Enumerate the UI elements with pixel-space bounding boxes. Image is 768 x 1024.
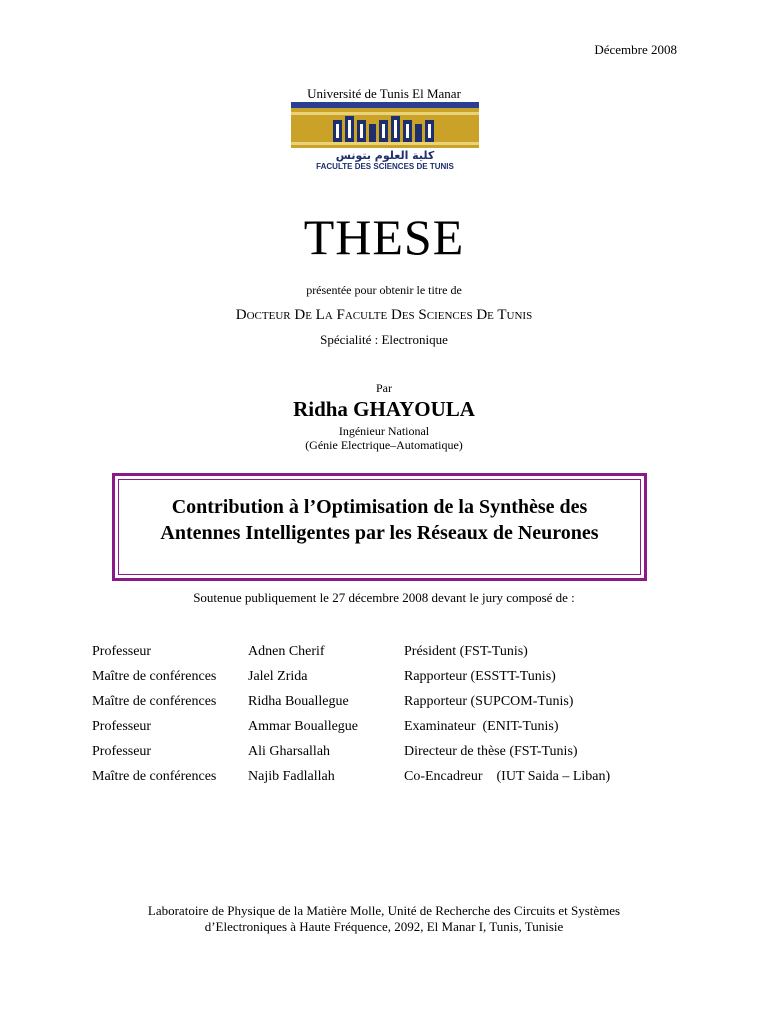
presentee-text: présentée pour obtenir le titre de <box>306 283 462 297</box>
faculty-logo-graphic <box>291 102 479 170</box>
author-title: Ingénieur National <box>338 424 430 438</box>
jury-member-name: Najib Fadlallah <box>248 769 335 784</box>
thesis-title-inner-frame <box>118 479 641 575</box>
laboratory-line-2: d’Electroniques à Haute Fréquence, 2092, El Manar I, Tunis, Tunisie <box>204 919 564 934</box>
jury-member-name: Ridha Bouallegue <box>248 694 349 709</box>
faculty-logo <box>291 102 479 170</box>
thesis-title-line-1: Contribution à l’Optimisation de la Synthèse des <box>171 496 588 518</box>
jury-role: Rapporteur (SUPCOM-Tunis) <box>404 694 574 709</box>
specialty: Spécialité : Electronique <box>320 332 448 347</box>
jury-row <box>92 719 712 744</box>
thesis-title-line-2: Antennes Intelligentes par les Réseaux de Neurones <box>160 522 599 544</box>
laboratory-info <box>0 903 768 935</box>
degree-title: Docteur De La Faculte Des Sciences De Tunis <box>235 307 533 323</box>
jury-member-name: Adnen Cherif <box>248 644 325 659</box>
jury-row <box>92 644 712 669</box>
jury-rank: Maître de conférences <box>92 769 217 784</box>
jury-member-name: Jalel Zrida <box>248 669 308 684</box>
author-name: Ridha GHAYOULA <box>293 397 475 421</box>
jury-rank: Professeur <box>92 644 152 659</box>
jury-role: Rapporteur (ESSTT-Tunis) <box>404 669 556 684</box>
university-name: Université de Tunis El Manar <box>307 86 461 101</box>
document-date: Décembre 2008 <box>594 42 677 57</box>
jury-role: Examinateur (ENIT-Tunis) <box>404 719 559 734</box>
jury-role: Président (FST-Tunis) <box>404 644 528 659</box>
author-field: (Génie Electrique–Automatique) <box>305 438 463 452</box>
jury-row <box>92 769 712 794</box>
defense-statement: Soutenue publiquement le 27 décembre 2008 devant le jury composé de : <box>193 590 575 605</box>
logo-caption: FACULTE DES SCIENCES DE TUNIS <box>316 162 454 170</box>
jury-rank: Maître de conférences <box>92 669 217 684</box>
thesis-title-box <box>112 473 647 581</box>
par-label: Par <box>376 381 392 395</box>
jury-row <box>92 669 712 694</box>
jury-role: Co-Encadreur (IUT Saida – Liban) <box>404 769 611 784</box>
logo-arabic-text: كلية العلوم بتونس <box>335 149 435 162</box>
jury-member-name: Ammar Bouallegue <box>248 719 359 734</box>
jury-rank: Professeur <box>92 744 152 759</box>
jury-rank: Professeur <box>92 719 152 734</box>
jury-list <box>92 644 712 794</box>
jury-row <box>92 694 712 719</box>
jury-row <box>92 744 712 769</box>
jury-member-name: Ali Gharsallah <box>248 744 331 759</box>
laboratory-line-1: Laboratoire de Physique de la Matière Molle, Unité de Recherche des Circuits et Systèmes <box>147 903 621 918</box>
document-type-title: THESE <box>303 209 465 265</box>
jury-role: Directeur de thèse (FST-Tunis) <box>404 744 578 759</box>
jury-rank: Maître de conférences <box>92 694 217 709</box>
